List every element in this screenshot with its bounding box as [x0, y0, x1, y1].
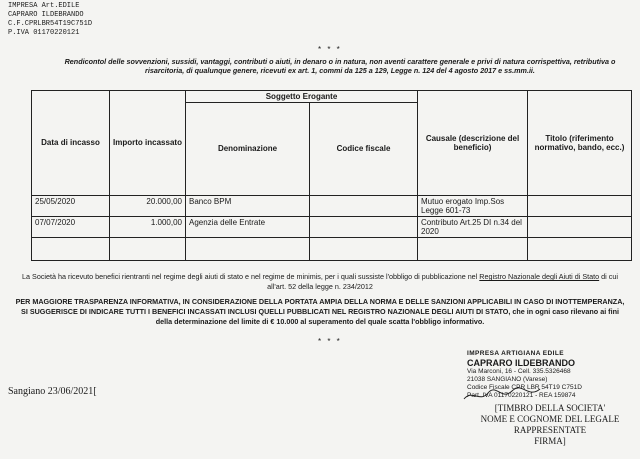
intro-text: Rendicontol delle sovvenzioni, sussidi, vantaggi, contributi o aiuti, in denaro o in natura, non aventi carattere generale e privi di natura corrispettiva, retributiva o risarcitoria, di qualunque genere, ricevuti ex art. 1, commi da 125 a 129, Legge n. 124 del 4 agosto 2017 e ss.mm.ii.	[64, 57, 616, 75]
header-soggetto: Soggetto Erogante	[186, 91, 418, 103]
cell-titolo	[528, 216, 632, 237]
company-header	[8, 2, 92, 38]
cell-data: 25/05/2020	[32, 195, 110, 216]
grants-table	[31, 90, 632, 261]
cell-titolo	[528, 195, 632, 216]
company-type: IMPRESA Art.EDILE	[8, 2, 80, 10]
empty-cell	[32, 237, 110, 260]
cell-importo: 1.000,00	[110, 216, 186, 237]
empty-cell	[310, 237, 418, 260]
signature-scribble	[462, 385, 542, 405]
table-row	[32, 216, 632, 237]
stamp-line-4: 21038 SANGIANO (Varese)	[467, 376, 548, 383]
footer-caps: PER MAGGIORE TRASPARENZA INFORMATIVA, IN CONSIDERAZIONE DELLA PORTATA AMPIA DELLA NORMA E DELLE SANZIONI APPLICABILI IN CASO DI INOTTEMPERANZA, SI SUGGERISCE DI INDICARE TUTTI I BENEFICI INCASSATI INCLUSI QUELLI PUBBLICATI NEL REGISTRO NAZIONALE DEGLI AIUTI DI STATO, che in ogni caso rilevano ai fini della determinazione del limite di € 10.000 al superamento del quale scatta l'obbligo informativo.	[15, 297, 625, 326]
empty-cell	[418, 237, 528, 260]
stamp-line-6: Part. IVA 01170220121 - REA 159874	[467, 392, 576, 399]
separator-bottom: * * *	[318, 337, 342, 346]
separator-top: * * *	[318, 45, 342, 54]
signature-box	[475, 403, 625, 447]
cell-codice-fiscale	[310, 195, 418, 216]
header-titolo: Titolo (riferimento normativo, bando, ecc.)	[528, 91, 632, 196]
table-header-row	[32, 91, 632, 103]
registro-link-text: Registro Nazionale degli Aiuti di Stato	[479, 272, 600, 281]
cell-denominazione: Banco BPM	[186, 195, 310, 216]
cell-causale: Contributo Art.25 DI n.34 del 2020	[418, 216, 528, 237]
table-row-empty	[32, 237, 632, 260]
empty-cell	[186, 237, 310, 260]
cell-denominazione: Agenzia delle Entrate	[186, 216, 310, 237]
company-name: CAPRARO ILDEBRANDO	[8, 11, 84, 19]
header-importo: Importo incassato	[110, 91, 186, 196]
stamp-line-5: Codice Fiscale CPR LBR 54T19 C751D	[467, 384, 582, 391]
cell-data: 07/07/2020	[32, 216, 110, 237]
cell-codice-fiscale	[310, 216, 418, 237]
header-denominazione: Denominazione	[186, 103, 310, 196]
sign-box-line-2: NOME E COGNOME DEL LEGALE	[480, 414, 620, 424]
empty-cell	[110, 237, 186, 260]
place-date: Sangiano 23/06/2021[	[8, 386, 97, 397]
stamp-line-2: CAPRARO ILDEBRANDO	[467, 358, 575, 368]
stamp-line-1: IMPRESA ARTIGIANA EDILE	[467, 350, 564, 357]
footer-note	[14, 272, 626, 292]
header-data-incasso: Data di incasso	[32, 91, 110, 196]
sign-box-line-1: [TIMBRO DELLA SOCIETA'	[494, 403, 606, 413]
footer-note-part1: La Società ha ricevuto benefici rientranti nel regime degli aiuti di stato e nel regime de minimis, per i quali sussiste l'obbligo di pubblicazione nel	[22, 272, 480, 281]
company-vat: P.IVA 01170220121	[8, 29, 80, 37]
table-row	[32, 195, 632, 216]
empty-cell	[528, 237, 632, 260]
cell-importo: 20.000,00	[110, 195, 186, 216]
sign-box-line-4: FIRMA]	[534, 436, 566, 446]
footer-note-part2: di cui all'art. 52 della legge n. 234/2012	[267, 272, 618, 291]
header-causale: Causale (descrizione del beneficio)	[418, 91, 528, 196]
stamp-line-3: Via Marconi, 16 - Cell. 335.5326468	[467, 368, 571, 375]
sign-box-line-3: RAPPRESENTATE	[513, 425, 587, 435]
company-tax-code: C.F.CPRLBR54T19C751D	[8, 20, 93, 28]
header-codice-fiscale: Codice fiscale	[310, 103, 418, 196]
cell-causale: Mutuo erogato Imp.Sos Legge 601-73	[418, 195, 528, 216]
